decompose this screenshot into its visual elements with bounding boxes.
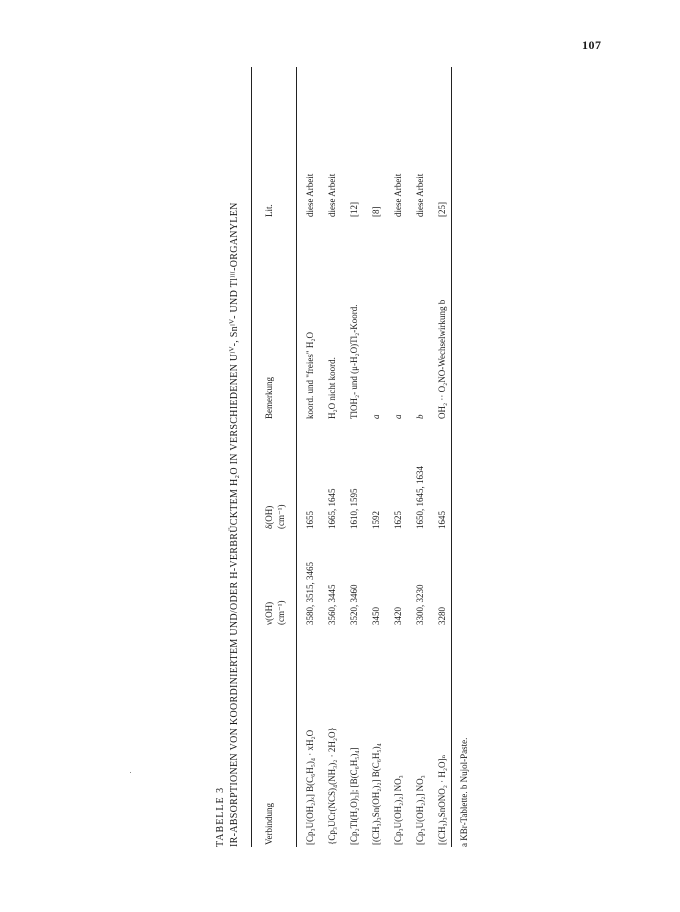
table-row-lit: diese Arbeit [305,173,315,217]
table-row-delta-oh: 1645 [437,511,447,529]
table-row-delta-oh: 1655 [305,511,315,529]
table-row-remark: OH₂ ·· O₂NO-Wechselwirkung b [437,299,447,419]
table-row-remark: a [371,414,381,419]
table-row-compound: [(CH₃)₃SnONO₂ · H₂O]ₙ [437,754,447,845]
table-row-remark: a [393,414,403,419]
table-row-compound: [Cp₃U(OH₂)ₓ] B(C₆H₅)₄ · xH₂O [305,729,315,845]
table-row-compound: [Cp₃U(OH₂)₂] NO₃ [393,775,403,845]
table-row-compound: [Cp₂Tl(H₂O)₃]; [B(C₆H₅)₄] [349,747,359,845]
table-row-remark: b [415,414,425,419]
table-title: IR-ABSORPTIONEN VON KOORDINIERTEM UND/ODER H-VERBRÜCKTEM H₂O IN VERSCHIEDENEN Uᴵⱽ-, Snᴵⱽ- UND Tlᴵᴵᴵ-ORGANYLEN [229,202,240,847]
table-row-compound: {Cp₃UCr(NCS)₄(NH₃)₂ · 2H₂O} [327,727,337,845]
header-lit: Lit. [264,204,274,217]
table-row-remark: TlOH₂- und (μ-H₂O)Tl₂-Koord. [349,304,359,419]
table-label: TABELLE 3 [215,786,226,847]
table-header-rule [296,67,297,847]
rotated-table [215,67,477,847]
table-row-nu-oh: 3300, 3230 [415,584,425,625]
table-row-nu-oh: 3560, 3445 [327,584,337,625]
table-top-rule [251,67,252,847]
scan-speck [130,772,131,773]
table-row-lit: [12] [349,202,359,217]
table-row-delta-oh: 1650, 1645, 1634 [415,466,425,529]
table-row-remark: H₂O nicht koord. [327,357,337,419]
table-row-delta-oh: 1610, 1595 [349,488,359,529]
table-row-compound: [(CH₃)₃Sn(OH₂)₂] B(C₆H₅)₄ [371,743,381,845]
column-delta-oh [304,466,458,529]
table-row-delta-oh: 1625 [393,511,403,529]
table-row-nu-oh: 3420 [393,607,403,625]
table-bottom-rule [451,67,452,847]
page-number: 107 [582,38,602,52]
header-nu-oh: ν(OH) (cm⁻¹) [264,600,286,625]
table-row-lit: diese Arbeit [415,173,425,217]
column-nu-oh [304,562,458,625]
table-row-nu-oh: 3450 [371,607,381,625]
header-compound: Verbindung [264,803,274,845]
table-row-nu-oh: 3580, 3515, 3465 [305,562,315,625]
column-lit [304,174,458,217]
table-footnote: a KBr-Tablette. b Nujol-Paste. [459,737,469,847]
table-row-nu-oh: 3280 [437,607,447,625]
table-row-lit: [25] [437,202,447,217]
column-compound [304,727,458,845]
table-row-delta-oh: 1665, 1645 [327,488,337,529]
column-remark [304,300,458,419]
table-row-lit: diese Arbeit [393,173,403,217]
table-row-compound: [Cp₃U(OH₂)₂] NO₃ [415,775,425,845]
header-remark: Bemerkung [264,377,274,419]
table-row-lit: diese Arbeit [327,173,337,217]
table-row-delta-oh: 1592 [371,511,381,529]
table-row-remark: koord. und "freies" H₂O [305,332,315,419]
header-delta-oh: δ(OH) (cm⁻¹) [264,504,286,529]
table-row-lit: [8] [371,206,381,217]
table-row-nu-oh: 3520, 3460 [349,584,359,625]
